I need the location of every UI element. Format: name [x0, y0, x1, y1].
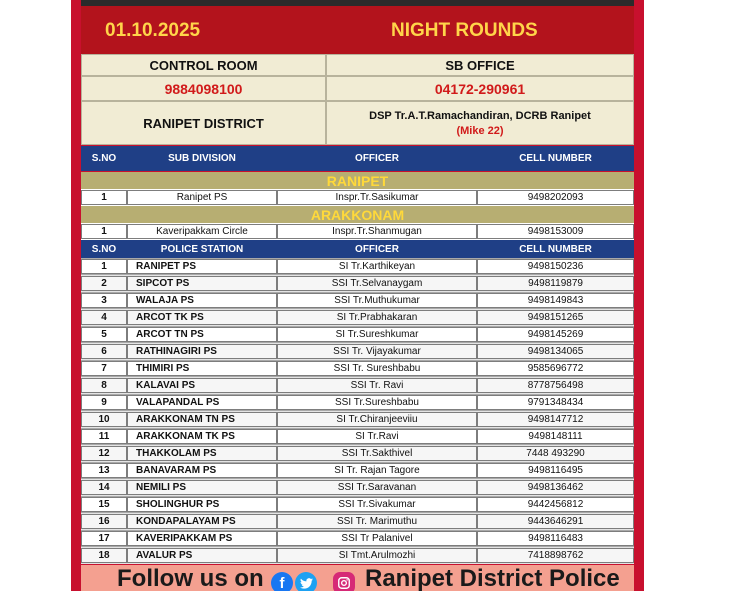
row-sno: 2 [81, 276, 127, 291]
sub-row-division: Ranipet PS [127, 190, 277, 205]
table-row [81, 547, 634, 564]
row-officer: SI Tr. Rajan Tagore [277, 463, 477, 478]
row-officer: SSI Tr. Ravi [277, 378, 477, 393]
row-sno: 1 [81, 259, 127, 274]
row-officer: SI Tr.Chiranjeeviiu [277, 412, 477, 427]
group-band-arakkonam: ARAKKONAM [81, 206, 634, 223]
sub-row [81, 189, 634, 206]
twitter-icon [295, 572, 317, 591]
table-row [81, 530, 634, 547]
row-cell-number: 9498119879 [477, 276, 634, 291]
row-station: THIMIRI PS [127, 361, 277, 376]
roster-date: 01.10.2025 [105, 20, 201, 41]
sub-row-division: Kaveripakkam Circle [127, 224, 277, 239]
row-station: THAKKOLAM PS [127, 446, 277, 461]
station-header-cell: CELL NUMBER [477, 240, 634, 258]
row-officer: SSI Tr.Saravanan [277, 480, 477, 495]
roster-title: NIGHT ROUNDS [391, 20, 538, 41]
row-station: ARCOT TK PS [127, 310, 277, 325]
row-cell-number: 8778756498 [477, 378, 634, 393]
district-name: RANIPET DISTRICT [81, 101, 326, 145]
table-row [81, 479, 634, 496]
row-sno: 5 [81, 327, 127, 342]
row-sno: 6 [81, 344, 127, 359]
table-row [81, 445, 634, 462]
table-row [81, 309, 634, 326]
row-station: KONDAPALAYAM PS [127, 514, 277, 529]
table-row [81, 496, 634, 513]
row-cell-number: 9498149843 [477, 293, 634, 308]
sub-row-cell: 9498153009 [477, 224, 634, 239]
row-sno: 16 [81, 514, 127, 529]
row-sno: 15 [81, 497, 127, 512]
footer-page-name: Ranipet District Police [365, 565, 620, 591]
station-header-station: POLICE STATION [127, 240, 277, 258]
row-cell-number: 9443646291 [477, 514, 634, 529]
duty-sheet [71, 0, 644, 591]
station-header-sno: S.NO [81, 240, 127, 258]
dsp-name: DSP Tr.A.T.Ramachandiran, DCRB Ranipet [369, 109, 591, 122]
row-sno: 7 [81, 361, 127, 376]
sub-row-sno: 1 [81, 190, 127, 205]
table-row [81, 258, 634, 275]
table-row [81, 394, 634, 411]
row-officer: SI Tr.Sureshkumar [277, 327, 477, 342]
table-row [81, 326, 634, 343]
row-cell-number: 9498136462 [477, 480, 634, 495]
sub-header-officer: OFFICER [277, 146, 477, 171]
sb-office-phone: 04172-290961 [326, 76, 634, 101]
station-header-officer: OFFICER [277, 240, 477, 258]
row-cell-number: 9498116483 [477, 531, 634, 546]
sub-header-sno: S.NO [81, 146, 127, 171]
row-officer: SI Tr.Prabhakaran [277, 310, 477, 325]
row-station: NEMILI PS [127, 480, 277, 495]
dsp-block [326, 101, 634, 145]
social-footer [81, 565, 634, 591]
row-cell-number: 9498150236 [477, 259, 634, 274]
row-cell-number: 9498116495 [477, 463, 634, 478]
sub-row-officer: Inspr.Tr.Sasikumar [277, 190, 477, 205]
instagram-icon [333, 572, 355, 591]
control-room-label: CONTROL ROOM [81, 54, 326, 76]
row-officer: SSI Tr.Muthukumar [277, 293, 477, 308]
row-sno: 17 [81, 531, 127, 546]
row-officer: SSI Tr.Selvanaygam [277, 276, 477, 291]
row-cell-number: 9791348434 [477, 395, 634, 410]
sub-row [81, 223, 634, 240]
table-row [81, 411, 634, 428]
row-station: AVALUR PS [127, 548, 277, 563]
row-officer: SSI Tr.Sivakumar [277, 497, 477, 512]
table-row [81, 377, 634, 394]
facebook-icon: f [271, 572, 293, 591]
row-station: VALAPANDAL PS [127, 395, 277, 410]
row-officer: SI Tr.Ravi [277, 429, 477, 444]
row-sno: 3 [81, 293, 127, 308]
table-row [81, 428, 634, 445]
row-cell-number: 9498151265 [477, 310, 634, 325]
row-officer: SSI Tr.Sakthivel [277, 446, 477, 461]
control-room-phone: 9884098100 [81, 76, 326, 101]
row-cell-number: 9498147712 [477, 412, 634, 427]
sub-header-division: SUB DIVISION [127, 146, 277, 171]
row-sno: 13 [81, 463, 127, 478]
sub-row-cell: 9498202093 [477, 190, 634, 205]
row-cell-number: 7418898762 [477, 548, 634, 563]
table-row [81, 292, 634, 309]
row-officer: SI Tmt.Arulmozhi [277, 548, 477, 563]
row-sno: 8 [81, 378, 127, 393]
row-station: KAVERIPAKKAM PS [127, 531, 277, 546]
table-row [81, 360, 634, 377]
row-cell-number: 9585696772 [477, 361, 634, 376]
row-cell-number: 9498134065 [477, 344, 634, 359]
row-sno: 10 [81, 412, 127, 427]
row-station: SHOLINGHUR PS [127, 497, 277, 512]
row-sno: 9 [81, 395, 127, 410]
row-officer: SSI Tr.Sureshbabu [277, 395, 477, 410]
table-row [81, 343, 634, 360]
row-station: RANIPET PS [127, 259, 277, 274]
row-station: WALAJA PS [127, 293, 277, 308]
dsp-callsign: (Mike 22) [456, 124, 504, 137]
row-officer: SSI Tr. Marimuthu [277, 514, 477, 529]
sub-header-cell: CELL NUMBER [477, 146, 634, 171]
row-cell-number: 9498148111 [477, 429, 634, 444]
row-officer: SSI Tr Palanivel [277, 531, 477, 546]
table-row [81, 513, 634, 530]
row-officer: SI Tr.Karthikeyan [277, 259, 477, 274]
table-row [81, 462, 634, 479]
row-sno: 14 [81, 480, 127, 495]
row-station: ARAKKONAM TK PS [127, 429, 277, 444]
row-station: ARAKKONAM TN PS [127, 412, 277, 427]
row-sno: 4 [81, 310, 127, 325]
table-row [81, 275, 634, 292]
row-officer: SSI Tr. Vijayakumar [277, 344, 477, 359]
row-cell-number: 9498145269 [477, 327, 634, 342]
row-station: SIPCOT PS [127, 276, 277, 291]
row-officer: SSI Tr. Sureshbabu [277, 361, 477, 376]
row-sno: 11 [81, 429, 127, 444]
row-sno: 18 [81, 548, 127, 563]
row-cell-number: 9442456812 [477, 497, 634, 512]
footer-lead: Follow us on [117, 565, 264, 591]
header-banner [81, 6, 634, 54]
row-station: ARCOT TN PS [127, 327, 277, 342]
row-station: KALAVAI PS [127, 378, 277, 393]
row-station: RATHINAGIRI PS [127, 344, 277, 359]
row-cell-number: 7448 493290 [477, 446, 634, 461]
sub-row-officer: Inspr.Tr.Shanmugan [277, 224, 477, 239]
row-sno: 12 [81, 446, 127, 461]
group-band-ranipet: RANIPET [81, 172, 634, 189]
row-station: BANAVARAM PS [127, 463, 277, 478]
sub-row-sno: 1 [81, 224, 127, 239]
sb-office-label: SB OFFICE [326, 54, 634, 76]
